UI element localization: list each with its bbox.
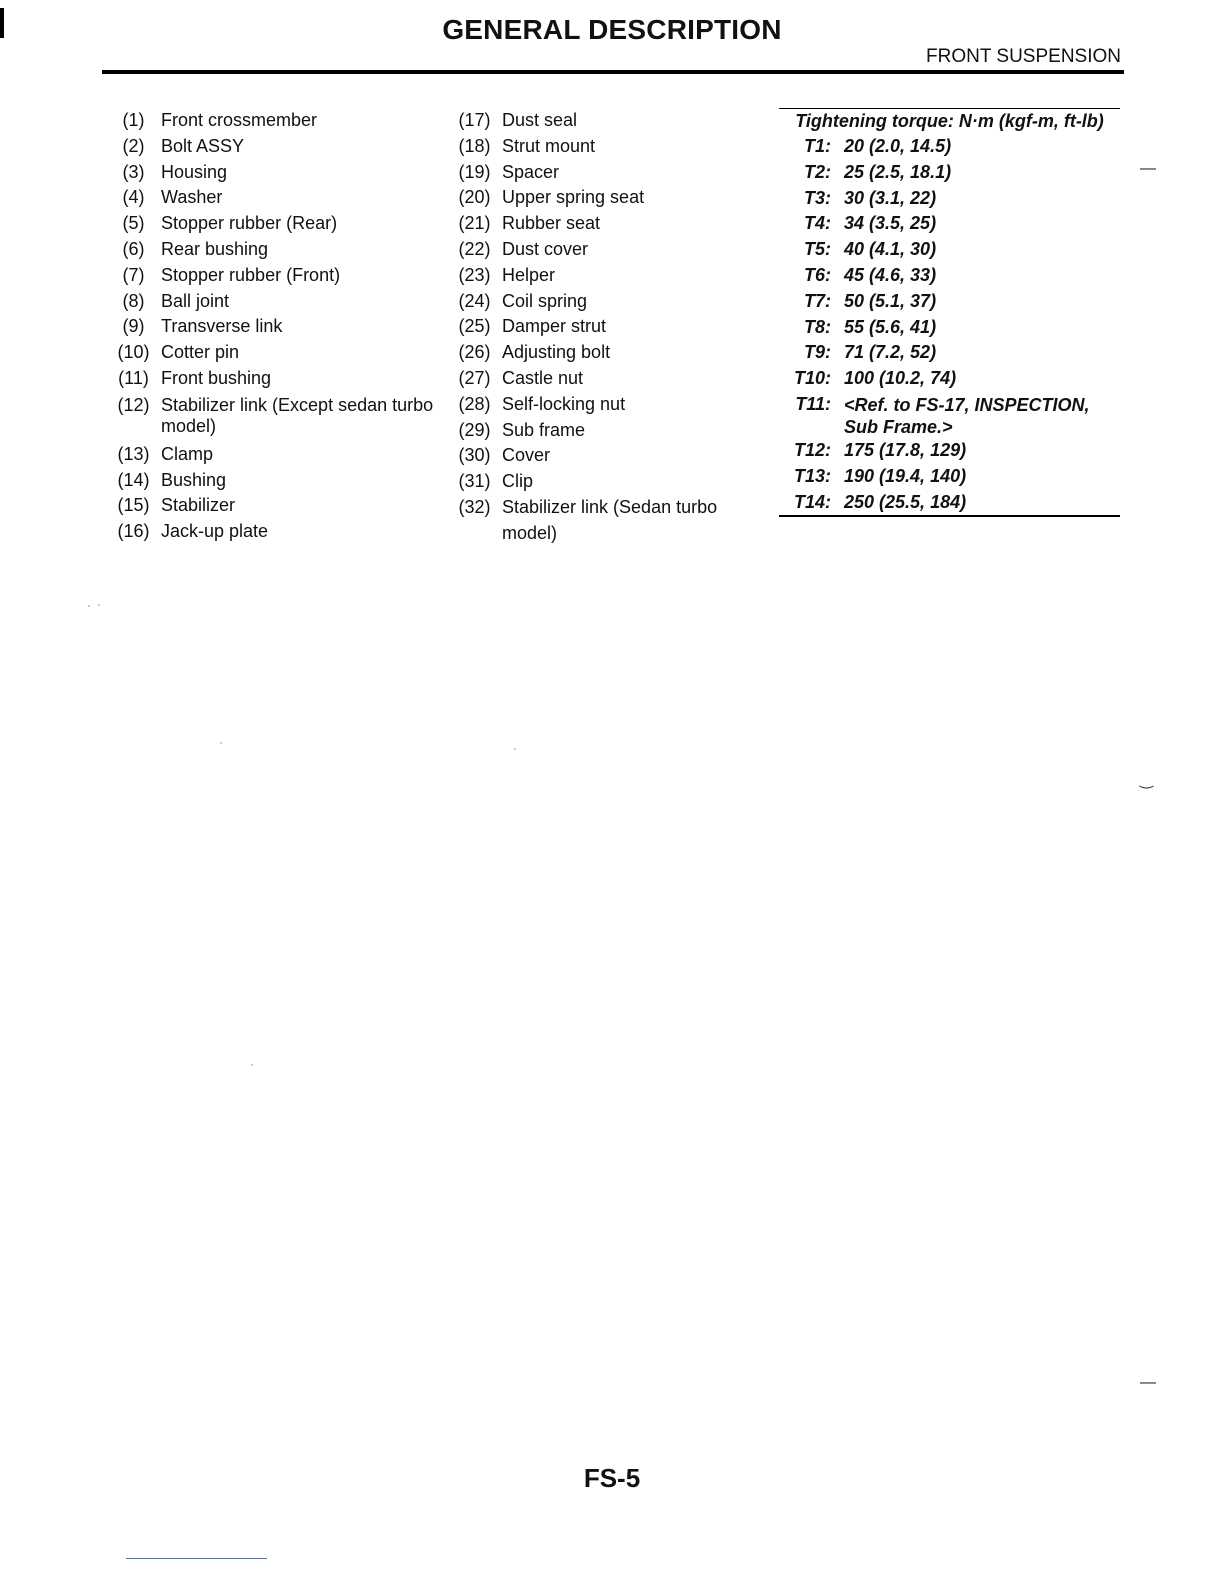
table-row <box>779 134 1120 160</box>
part-number: (9) <box>122 316 145 337</box>
list-item <box>447 108 777 134</box>
list-item <box>447 469 777 495</box>
list-item <box>447 160 777 186</box>
part-name: Transverse link <box>161 316 283 337</box>
torque-label: T14: <box>793 491 831 512</box>
part-number: (1) <box>122 110 145 130</box>
part-name: Sub frame <box>502 419 586 440</box>
table-row <box>779 490 1120 516</box>
table-row <box>779 237 1120 263</box>
part-name: Coil spring <box>502 290 588 311</box>
table-row <box>779 211 1120 237</box>
part-name: Stopper rubber (Rear) <box>161 213 338 234</box>
table-row <box>779 289 1120 315</box>
list-item <box>447 443 777 469</box>
part-number: (15) <box>117 495 150 516</box>
list-item <box>447 237 777 263</box>
part-number: (19) <box>458 161 491 182</box>
part-name: Bolt ASSY <box>161 135 245 156</box>
torque-label: T3: <box>804 187 831 208</box>
torque-value: 34 (3.5, 25) <box>844 213 937 234</box>
torque-value: 45 (4.6, 33) <box>844 264 937 285</box>
scan-edge-mark: ‿ <box>1140 772 1153 789</box>
scan-speck <box>220 742 222 744</box>
list-item <box>106 340 436 366</box>
list-item <box>106 160 436 186</box>
torque-value: 50 (5.1, 37) <box>844 290 937 311</box>
scan-speck <box>98 604 100 606</box>
part-name: Upper spring seat <box>502 187 645 208</box>
part-name: Strut mount <box>502 135 596 156</box>
part-number: (4) <box>122 187 145 208</box>
list-item <box>106 468 436 494</box>
list-item <box>106 185 436 211</box>
part-name: Clip <box>502 471 534 492</box>
part-number: (32) <box>458 496 491 517</box>
list-item <box>106 237 436 263</box>
part-name: Front bushing <box>161 367 272 388</box>
part-name: Dust seal <box>502 110 578 130</box>
torque-label: T13: <box>793 465 831 486</box>
part-number: (27) <box>458 367 491 388</box>
torque-label: T4: <box>804 213 831 234</box>
part-name: Housing <box>161 161 228 182</box>
list-item <box>106 211 436 237</box>
table-row <box>779 464 1120 490</box>
torque-label: T6: <box>804 264 831 285</box>
table-row <box>779 160 1120 186</box>
part-number: (16) <box>117 521 150 542</box>
part-number: (6) <box>122 238 145 259</box>
torque-value: 100 (10.2, 74) <box>844 368 957 389</box>
part-name: Self-locking nut <box>502 393 626 414</box>
torque-value: <Ref. to FS-17, INSPECTION, Sub Frame.> <box>844 394 1090 437</box>
part-name: Bushing <box>161 469 227 490</box>
torque-label: T1: <box>804 136 831 156</box>
torque-value: 25 (2.5, 18.1) <box>844 161 952 182</box>
list-item <box>106 134 436 160</box>
part-name: Rear bushing <box>161 238 269 259</box>
torque-label: T7: <box>804 290 831 311</box>
part-number: (7) <box>122 264 145 285</box>
tightening-torque-table <box>779 108 1120 517</box>
part-number: (18) <box>458 135 491 156</box>
part-name: Castle nut <box>502 367 584 388</box>
list-item <box>447 340 777 366</box>
list-item <box>106 519 436 545</box>
torque-label: T2: <box>804 161 831 182</box>
part-name: Adjusting bolt <box>502 342 611 363</box>
torque-value: 30 (3.1, 22) <box>844 187 937 208</box>
scan-speck <box>514 748 516 750</box>
part-number: (28) <box>458 393 491 414</box>
torque-value: 190 (19.4, 140) <box>844 465 967 486</box>
page-number: FS-5 <box>583 1463 641 1493</box>
part-number: (22) <box>458 238 491 259</box>
part-number: (31) <box>458 471 491 492</box>
part-number: (25) <box>458 316 491 337</box>
part-number: (20) <box>458 187 491 208</box>
list-item <box>106 263 436 289</box>
part-number: (26) <box>458 342 491 363</box>
footer-line <box>126 1558 267 1559</box>
torque-label: T12: <box>793 439 831 460</box>
part-name: Stabilizer link (Sedan turbo model) <box>502 496 718 543</box>
part-number: (12) <box>117 394 150 415</box>
part-number: (17) <box>458 110 491 130</box>
table-row <box>779 340 1120 366</box>
part-name: Spacer <box>502 161 560 182</box>
torque-label: T11: <box>795 393 831 414</box>
list-item <box>106 392 436 442</box>
section-name: FRONT SUSPENSION <box>926 46 1121 67</box>
part-number: (24) <box>458 290 491 311</box>
list-item <box>447 289 777 315</box>
part-name: Front crossmember <box>161 110 318 130</box>
torque-value: 40 (4.1, 30) <box>844 239 937 260</box>
page-title: GENERAL DESCRIPTION <box>442 14 782 45</box>
list-item <box>106 442 436 468</box>
torque-value: 175 (17.8, 129) <box>844 439 967 460</box>
part-number: (11) <box>118 367 149 388</box>
table-row <box>779 392 1120 438</box>
scan-edge-mark: — <box>1140 1374 1156 1391</box>
table-row <box>779 315 1120 341</box>
part-name: Dust cover <box>502 238 589 259</box>
table-row <box>779 186 1120 212</box>
parts-list-column-1 <box>106 108 436 545</box>
torque-value: 20 (2.0, 14.5) <box>844 136 952 156</box>
part-name: Damper strut <box>502 316 607 337</box>
list-item <box>447 366 777 392</box>
list-item <box>447 392 777 418</box>
part-name: Rubber seat <box>502 213 601 234</box>
list-item <box>106 108 436 134</box>
list-item <box>447 314 777 340</box>
part-name: Clamp <box>161 443 214 464</box>
list-item <box>447 134 777 160</box>
list-item <box>447 263 777 289</box>
table-row <box>779 366 1120 392</box>
part-number: (3) <box>122 161 145 182</box>
part-name: Helper <box>502 264 556 285</box>
part-number: (14) <box>117 469 150 490</box>
part-name: Cover <box>502 445 551 466</box>
part-number: (29) <box>458 419 491 440</box>
torque-table-heading: Tightening torque: N·m (kgf-m, ft-lb) <box>795 111 1104 131</box>
torque-label: T10: <box>793 368 831 389</box>
part-name: Cotter pin <box>161 342 240 363</box>
part-name: Stabilizer link (Except sedan turbo model) <box>161 394 434 436</box>
table-row <box>779 438 1120 464</box>
scan-edge-mark: — <box>1140 160 1156 177</box>
list-item <box>106 493 436 519</box>
header-rule <box>102 70 1124 74</box>
part-name: Stopper rubber (Front) <box>161 264 341 285</box>
table-row <box>779 263 1120 289</box>
part-number: (2) <box>122 135 145 156</box>
part-name: Ball joint <box>161 290 230 311</box>
torque-value: 71 (7.2, 52) <box>844 342 937 363</box>
part-number: (23) <box>458 264 491 285</box>
torque-label: T9: <box>804 342 831 363</box>
list-item <box>106 314 436 340</box>
scan-speck <box>88 605 90 607</box>
torque-value: 250 (25.5, 184) <box>844 491 967 512</box>
part-name: Stabilizer <box>161 495 236 516</box>
part-number: (8) <box>122 290 145 311</box>
list-item <box>106 289 436 315</box>
part-number: (21) <box>458 213 491 234</box>
part-number: (10) <box>117 342 150 363</box>
part-name: Washer <box>161 187 223 208</box>
list-item <box>447 418 777 444</box>
list-item <box>447 211 777 237</box>
list-item <box>106 366 436 392</box>
part-number: (13) <box>117 443 150 464</box>
parts-list-column-2 <box>447 108 777 547</box>
part-number: (30) <box>458 445 491 466</box>
part-number: (5) <box>122 213 145 234</box>
torque-label: T5: <box>804 239 831 260</box>
part-name: Jack-up plate <box>161 521 269 542</box>
list-item <box>447 495 777 547</box>
scan-speck <box>251 1064 253 1066</box>
torque-value: 55 (5.6, 41) <box>844 316 937 337</box>
list-item <box>447 185 777 211</box>
torque-label: T8: <box>804 316 831 337</box>
